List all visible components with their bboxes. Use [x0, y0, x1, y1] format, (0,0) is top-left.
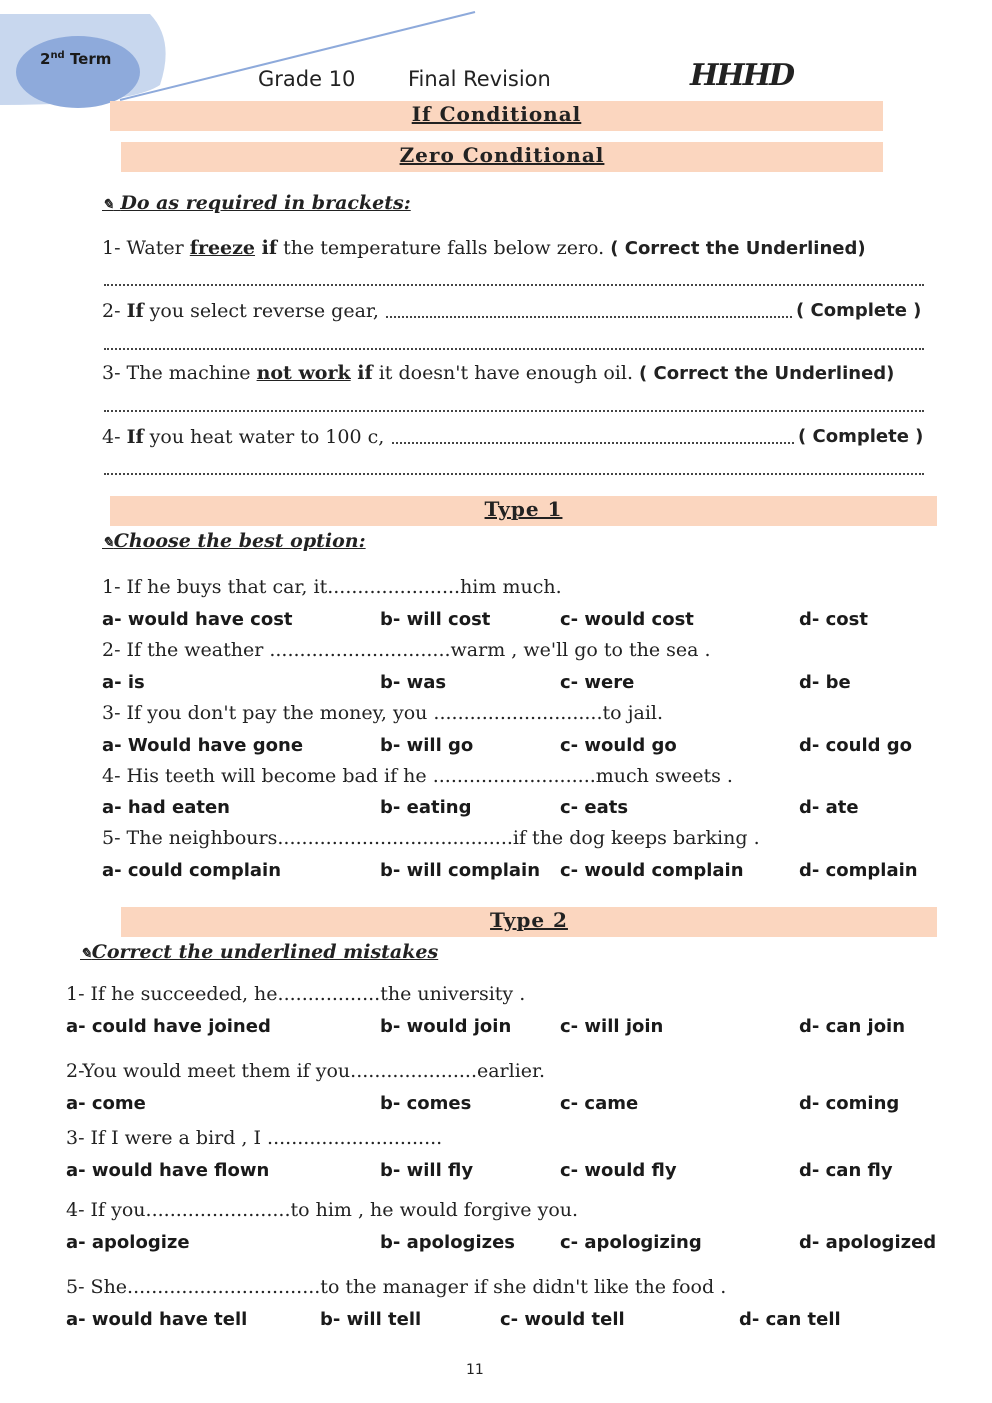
option-b[interactable]: b- will complain	[380, 860, 541, 881]
option-a[interactable]: a- would have flown	[66, 1160, 270, 1181]
option-b[interactable]: b- will go	[380, 735, 474, 756]
zero-question-3	[102, 362, 894, 384]
q-text: you select reverse gear,	[143, 300, 379, 322]
option-d[interactable]: d- complain	[799, 860, 918, 881]
answer-line[interactable]	[104, 284, 924, 286]
type1-question-2: 2- If the weather ..............................warm , we'll go to the sea .	[102, 639, 711, 661]
blank-line[interactable]	[386, 316, 792, 318]
term-label	[40, 50, 111, 68]
option-c[interactable]: c- would go	[560, 735, 677, 756]
keyword: If	[126, 426, 144, 448]
blank-line[interactable]	[392, 442, 794, 444]
type1-instruction	[102, 530, 366, 552]
if-conditional-title: If Conditional	[411, 102, 582, 126]
zero-conditional-title: Zero Conditional	[399, 143, 605, 167]
answer-line[interactable]	[104, 473, 924, 475]
option-a[interactable]: a- come	[66, 1093, 146, 1114]
q-text: it doesn't have enough oil.	[372, 362, 640, 384]
option-d[interactable]: d- can fly	[799, 1160, 893, 1181]
option-a[interactable]: a- would have tell	[66, 1309, 248, 1330]
grade-label: Grade 10	[258, 67, 356, 91]
instruction-bracket: ( Complete )	[796, 300, 922, 321]
option-a[interactable]: a- could complain	[102, 860, 282, 881]
option-c[interactable]: c- would complain	[560, 860, 744, 881]
type1-instruction-text: Choose the best option:	[113, 530, 366, 552]
option-c[interactable]: c- would fly	[560, 1160, 677, 1181]
option-a[interactable]: a- had eaten	[102, 797, 230, 818]
type1-question-3: 3- If you don't pay the money, you ............................to jail.	[102, 702, 664, 724]
zero-question-2	[102, 300, 379, 322]
underlined-word: freeze	[189, 237, 256, 259]
q-text: the temperature falls below zero.	[277, 237, 611, 259]
type2-instruction-text: Correct the underlined mistakes	[91, 941, 439, 963]
option-b[interactable]: b- will fly	[380, 1160, 474, 1181]
type2-instruction	[80, 941, 438, 963]
keyword: If	[126, 300, 144, 322]
option-b[interactable]: b- will tell	[320, 1309, 422, 1330]
option-a[interactable]: a- could have joined	[66, 1016, 271, 1037]
type2-question-2: 2-You would meet them if you.....................earlier.	[66, 1060, 546, 1082]
term-word: Term	[64, 50, 112, 68]
option-a[interactable]: a- is	[102, 672, 145, 693]
option-d[interactable]: d- can tell	[739, 1309, 841, 1330]
zero-instruction-text: Do as required in brackets:	[120, 192, 411, 214]
option-b[interactable]: b- apologizes	[380, 1232, 516, 1253]
option-d[interactable]: d- could go	[799, 735, 913, 756]
option-c[interactable]: c- would tell	[500, 1309, 625, 1330]
option-b[interactable]: b- eating	[380, 797, 472, 818]
type1-question-5: 5- The neighbours.......................................if the dog keeps barking .	[102, 827, 760, 849]
option-b[interactable]: b- comes	[380, 1093, 472, 1114]
term-superscript: nd	[50, 50, 65, 61]
option-c[interactable]: c- would cost	[560, 609, 694, 630]
option-a[interactable]: a- would have cost	[102, 609, 293, 630]
option-d[interactable]: d- ate	[799, 797, 859, 818]
keyword: if	[350, 362, 373, 384]
option-d[interactable]: d- apologized	[799, 1232, 937, 1253]
type2-question-3: 3- If I were a bird , I .............................	[66, 1127, 443, 1149]
pencil-icon: ✎	[102, 535, 114, 551]
option-c[interactable]: c- were	[560, 672, 635, 693]
option-c[interactable]: c- came	[560, 1093, 639, 1114]
zero-question-1	[102, 237, 866, 259]
zero-instruction	[102, 192, 411, 214]
option-d[interactable]: d- coming	[799, 1093, 900, 1114]
type2-question-4: 4- If you........................to him , he would forgive you.	[66, 1199, 579, 1221]
option-b[interactable]: b- will cost	[380, 609, 491, 630]
page-number: 11	[466, 1362, 484, 1378]
option-a[interactable]: a- Would have gone	[102, 735, 304, 756]
option-a[interactable]: a- apologize	[66, 1232, 190, 1253]
type1-question-4: 4- His teeth will become bad if he ...........................much sweets .	[102, 765, 733, 787]
instruction-bracket: ( Complete )	[798, 426, 924, 447]
type2-question-1: 1- If he succeeded, he.................the university .	[66, 983, 526, 1005]
answer-line[interactable]	[104, 410, 924, 412]
signature: HHHD	[690, 58, 794, 93]
option-c[interactable]: c- eats	[560, 797, 629, 818]
option-d[interactable]: d- cost	[799, 609, 868, 630]
term-ellipse	[16, 36, 140, 108]
keyword: if	[255, 237, 278, 259]
type2-title: Type 2	[490, 908, 568, 932]
option-b[interactable]: b- would join	[380, 1016, 512, 1037]
q-text: you heat water to 100 c,	[143, 426, 385, 448]
q-text: 3- The machine	[102, 362, 257, 384]
option-d[interactable]: d- can join	[799, 1016, 906, 1037]
revision-label: Final Revision	[408, 67, 551, 91]
instruction-bracket: ( Correct the Underlined)	[639, 363, 895, 384]
answer-line[interactable]	[104, 348, 924, 350]
underlined-word: not work	[256, 362, 351, 384]
type1-title: Type 1	[484, 497, 563, 521]
type1-question-1: 1- If he buys that car, it......................him much.	[102, 576, 562, 598]
zero-question-4	[102, 426, 384, 448]
type2-question-5: 5- She................................to the manager if she didn't like the food .	[66, 1276, 727, 1298]
pencil-icon: ✎	[102, 197, 114, 213]
instruction-bracket: ( Correct the Underlined)	[610, 238, 866, 259]
option-c[interactable]: c- will join	[560, 1016, 664, 1037]
q-text: 2-	[102, 300, 127, 322]
term-number: 2	[40, 50, 51, 68]
option-b[interactable]: b- was	[380, 672, 447, 693]
option-d[interactable]: d- be	[799, 672, 851, 693]
q-text: 4-	[102, 426, 127, 448]
q-text: 1- Water	[102, 237, 190, 259]
pencil-icon: ✎	[80, 946, 92, 962]
option-c[interactable]: c- apologizing	[560, 1232, 702, 1253]
